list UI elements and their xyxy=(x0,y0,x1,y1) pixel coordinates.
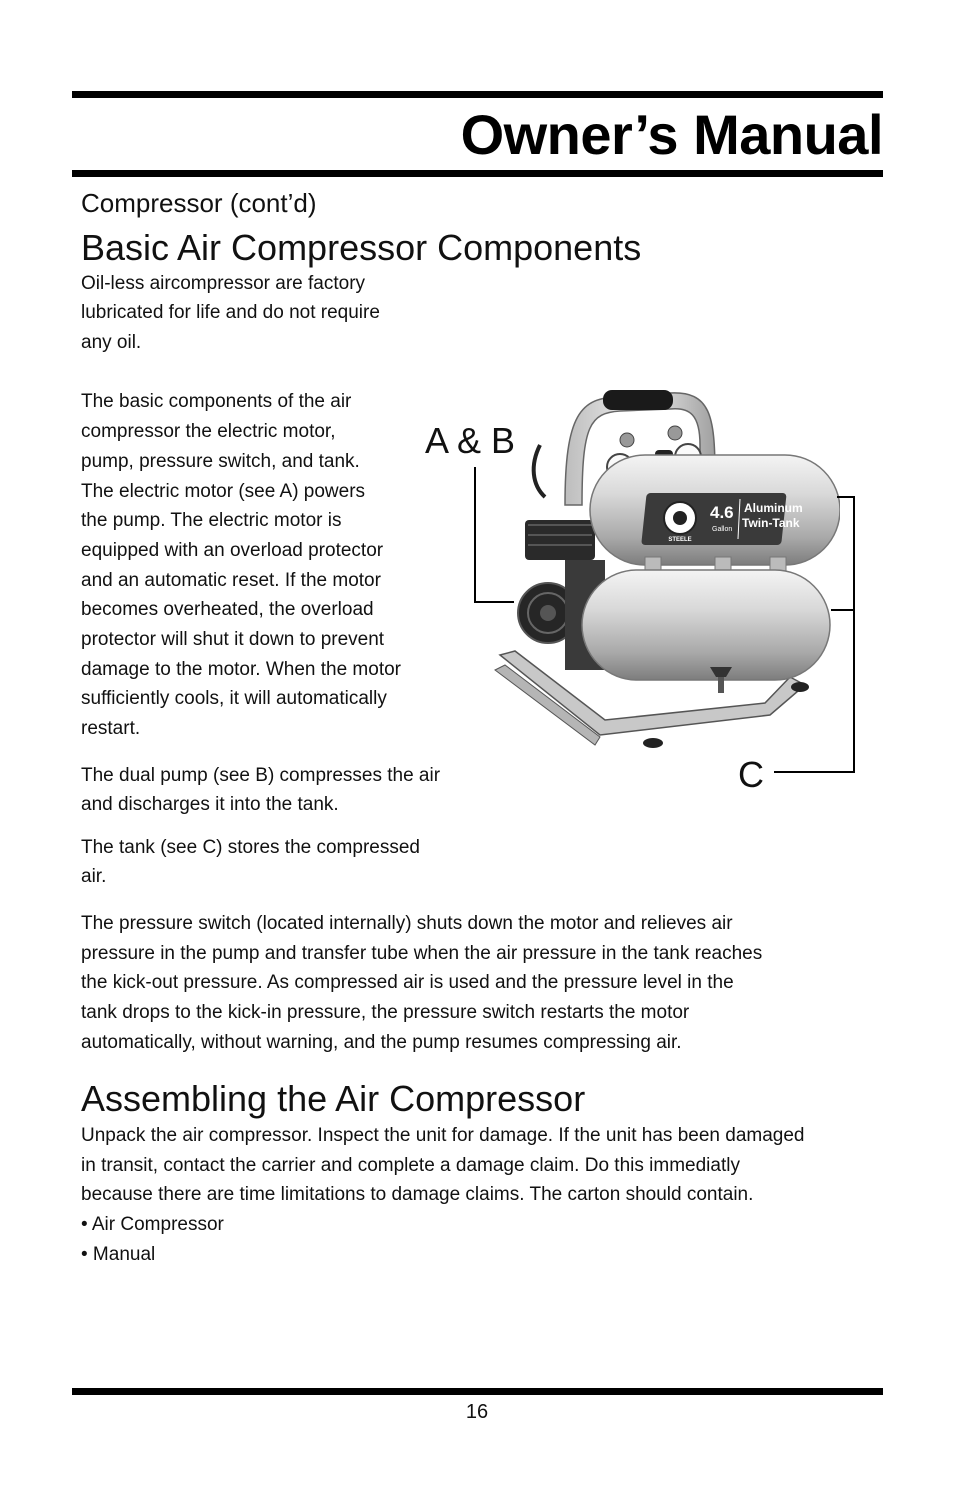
components-p5-line: The pressure switch (located internally) shuts down the motor and relieves air xyxy=(81,913,733,934)
components-p4-line: air. xyxy=(81,866,107,887)
components-p2-line: damage to the motor. When the motor xyxy=(81,659,402,680)
page-number: 16 xyxy=(465,1401,489,1423)
tank-label-brand: STEELE xyxy=(668,537,692,543)
tank-label-line2: Twin-Tank xyxy=(742,516,800,530)
bracket-middle xyxy=(831,609,855,611)
components-p1-line: lubricated for life and do not require xyxy=(81,302,380,323)
components-heading: Basic Air Compressor Components xyxy=(81,227,642,268)
assembly-p1-line: because there are time limitations to damage claims. The carton should contain. xyxy=(81,1184,754,1205)
compressor-illustration xyxy=(470,385,840,755)
lower-tank xyxy=(582,570,830,680)
components-p2-line: The basic components of the air xyxy=(81,391,352,412)
callout-label-c: C xyxy=(738,754,764,795)
rubber-foot xyxy=(643,738,663,748)
components-p3-line: The dual pump (see B) compresses the air xyxy=(81,765,441,786)
callout-line-c xyxy=(774,771,855,773)
header-rule-top xyxy=(72,91,883,98)
components-p2-line: pump, pressure switch, and tank. xyxy=(81,451,360,472)
assembly-heading: Assembling the Air Compressor xyxy=(81,1078,586,1119)
header-rule-bottom xyxy=(72,170,883,177)
tank-label-gallons: 4.6 xyxy=(710,503,734,522)
tank-label-gallon-unit: Gallon xyxy=(712,526,733,533)
components-p2-line: compressor the electric motor, xyxy=(81,421,336,442)
components-p5-line: tank drops to the kick-in pressure, the pressure switch restarts the motor xyxy=(81,1002,690,1023)
components-p1-line: Oil-less aircompressor are factory xyxy=(81,273,366,294)
components-p3-line: and discharges it into the tank. xyxy=(81,794,339,815)
components-p2-line: restart. xyxy=(81,718,141,739)
components-p5-line: automatically, without warning, and the pump resumes compressing air. xyxy=(81,1032,682,1053)
components-p2-line: sufficiently cools, it will automatically xyxy=(81,688,387,709)
footer-rule xyxy=(72,1388,883,1395)
components-p2-line: protector will shut it down to prevent xyxy=(81,629,385,650)
components-p1-line: any oil. xyxy=(81,332,142,353)
components-p2-line: and an automatic reset. If the motor xyxy=(81,570,381,591)
components-p2-line: The electric motor (see A) powers xyxy=(81,481,366,502)
rubber-foot xyxy=(791,682,809,692)
section-subtitle: Compressor (cont’d) xyxy=(81,188,317,218)
callout-label-ab: A & B xyxy=(425,420,516,461)
bracket-vertical xyxy=(853,496,855,773)
components-p4-line: The tank (see C) stores the compressed xyxy=(81,837,420,858)
page-title: Owner’s Manual xyxy=(460,103,883,166)
assembly-p1-line: Unpack the air compressor. Inspect the unit for damage. If the unit has been damaged xyxy=(81,1125,805,1146)
tank-label-line1: Aluminum xyxy=(744,501,803,515)
assembly-p1-line: in transit, contact the carrier and complete a damage claim. Do this immediatly xyxy=(81,1155,740,1176)
handle-grip xyxy=(603,390,673,410)
carton-item: • Manual xyxy=(81,1244,156,1265)
components-p5-line: the kick-out pressure. As compressed air is used and the pressure level in the xyxy=(81,972,734,993)
components-p2-line: equipped with an overload protector xyxy=(81,540,384,561)
components-p2-line: becomes overheated, the overload xyxy=(81,599,374,620)
components-p2-line: the pump. The electric motor is xyxy=(81,510,342,531)
carton-item: • Air Compressor xyxy=(81,1214,224,1235)
components-p5-line: pressure in the pump and transfer tube when the air pressure in the tank reaches xyxy=(81,943,763,964)
